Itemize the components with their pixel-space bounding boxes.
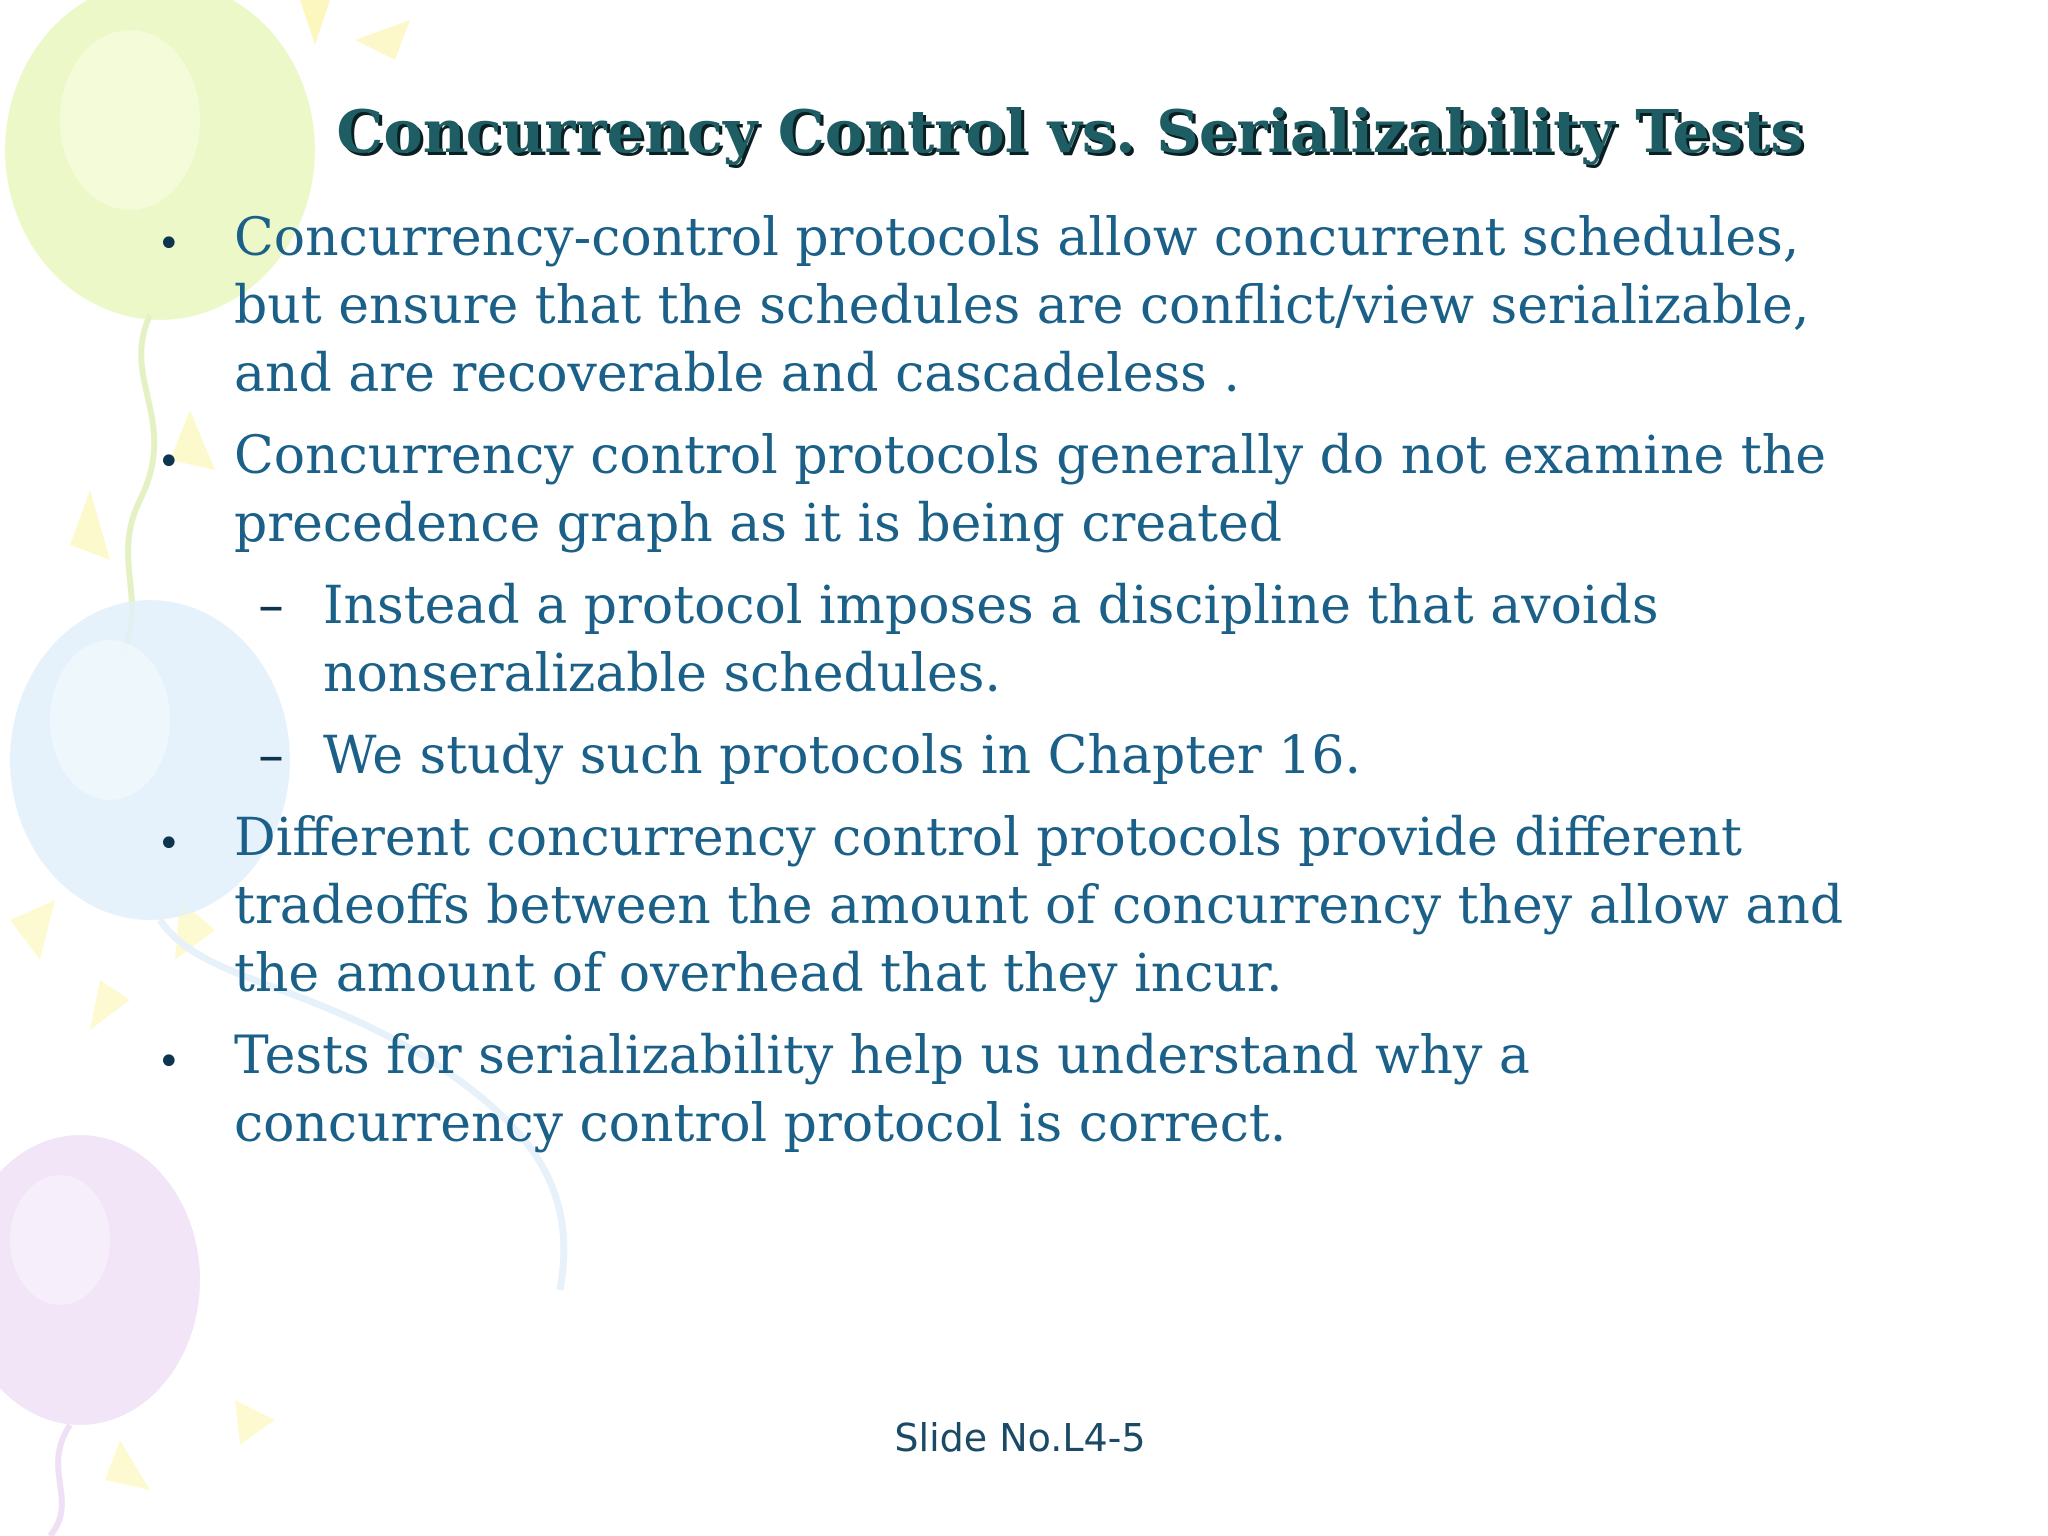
bullet-3-line-1: Different concurrency control protocols provide different	[234, 808, 1742, 868]
bullet-2-line-1: Concurrency control protocols generally do not examine the	[234, 426, 1826, 486]
bullet-marker: •	[157, 821, 181, 867]
bullet-1-line-3: and are recoverable and cascadeless .	[234, 344, 1240, 404]
sub-bullet-marker: –	[258, 576, 284, 636]
bullet-1-line-1: Concurrency-control protocols allow concurrent schedules,	[234, 208, 1800, 268]
bullet-marker: •	[157, 439, 181, 485]
sub-bullet-1-line-1: Instead a protocol imposes a discipline that avoids	[323, 576, 1659, 636]
bullet-4-line-1: Tests for serializability help us understand why a	[234, 1026, 1530, 1086]
bullet-1-line-2: but ensure that the schedules are conflict/view serializable,	[234, 276, 1810, 336]
sub-bullet-1-line-2: nonseralizable schedules.	[323, 644, 1001, 704]
bullet-2-line-2: precedence graph as it is being created	[234, 494, 1283, 554]
slide-number: Slide No.L4-5	[894, 1416, 1146, 1460]
bullet-3-line-2: tradeoffs between the amount of concurrency they allow and	[234, 876, 1844, 936]
bullet-marker: •	[157, 221, 181, 267]
bullet-4-line-2: concurrency control protocol is correct.	[234, 1094, 1287, 1154]
bullet-3-line-3: the amount of overhead that they incur.	[234, 944, 1283, 1004]
slide-title: Concurrency Control vs. Serializability Tests	[336, 97, 1804, 166]
bullet-marker: •	[157, 1039, 181, 1085]
sub-bullet-2-line-1: We study such protocols in Chapter 16.	[323, 726, 1361, 786]
sub-bullet-marker: –	[258, 726, 284, 786]
